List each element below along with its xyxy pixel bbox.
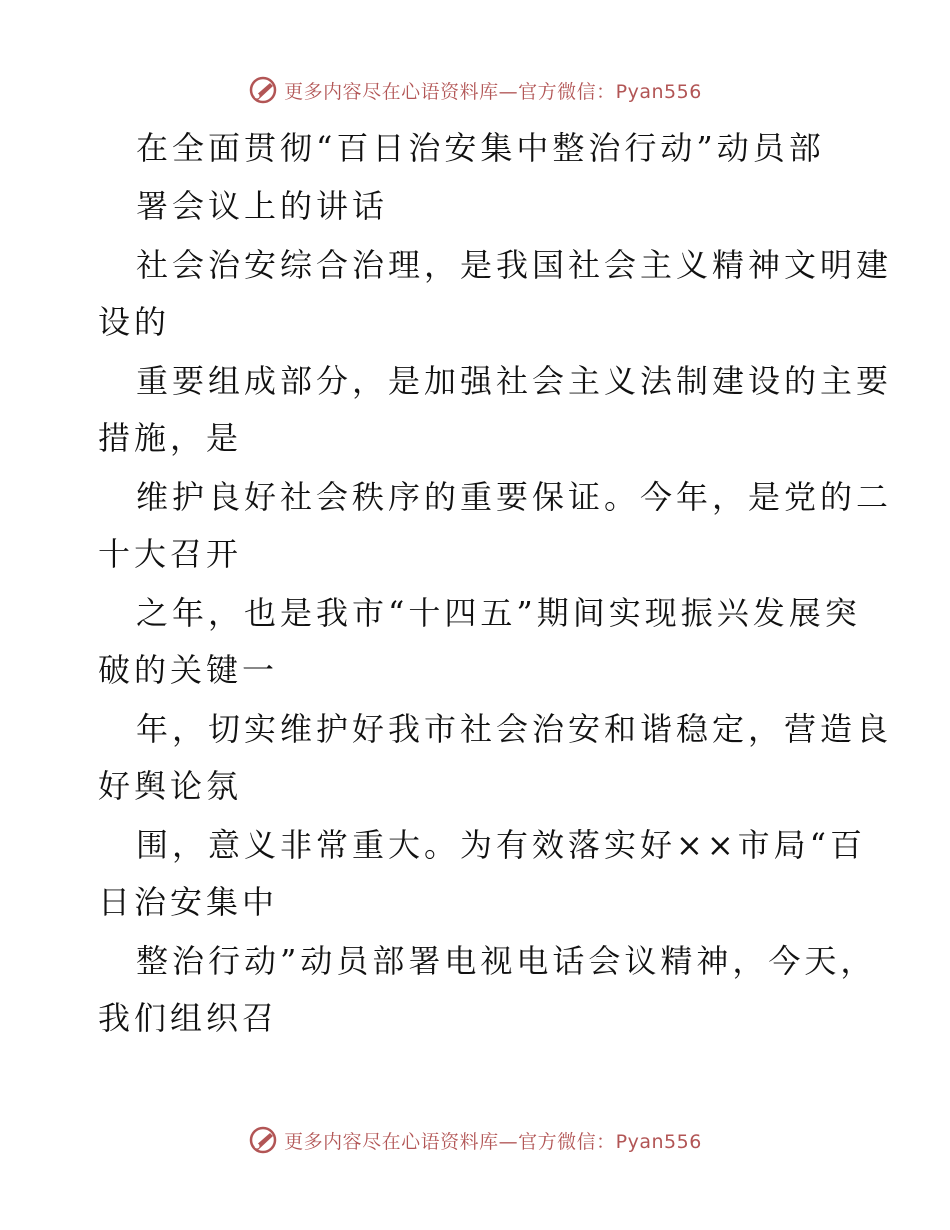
title-line-2: 署会议上的讲话 <box>136 187 389 225</box>
paragraph-line: 十大召开 <box>98 535 243 573</box>
paragraph-line: 社会治安综合治理，是我国社会主义精神文明建 <box>136 246 893 284</box>
ink-brush-logo-icon <box>248 1125 278 1155</box>
watermark-contact: 官方微信：Pyan556 <box>518 1130 702 1153</box>
paragraph-line: 重要组成部分，是加强社会主义法制建设的主要 <box>136 362 893 400</box>
paragraph-line: 破的关键一 <box>98 651 279 689</box>
paragraph-line: 设的 <box>98 303 171 341</box>
header-watermark <box>0 70 950 110</box>
ink-brush-logo-icon <box>248 75 278 105</box>
title-line-1: 在全面贯彻“百日治安集中整治行动”动员部 <box>136 129 825 167</box>
paragraph-line: 我们组织召 <box>98 999 279 1037</box>
paragraph-line: 年，切实维护好我市社会治安和谐稳定，营造良 <box>136 710 893 748</box>
paragraph-line: 措施，是 <box>98 419 243 457</box>
watermark-contact: 官方微信：Pyan556 <box>518 80 702 103</box>
paragraph-line: 围，意义非常重大。为有效落实好××市局“百 <box>136 826 866 864</box>
watermark-dash: — <box>498 80 519 103</box>
watermark-main: 更多内容尽在心语资料库 <box>284 80 499 103</box>
watermark-main: 更多内容尽在心语资料库 <box>284 1130 499 1153</box>
footer-watermark <box>0 1120 950 1160</box>
watermark-text <box>284 1127 702 1154</box>
paragraph-line: 之年，也是我市“十四五”期间实现振兴发展突 <box>136 594 861 632</box>
watermark-dash: — <box>498 1130 519 1153</box>
paragraph-line: 维护良好社会秩序的重要保证。今年，是党的二 <box>136 478 893 516</box>
paragraph-line: 日治安集中 <box>98 883 279 921</box>
paragraph-line: 整治行动”动员部署电视电话会议精神，今天， <box>136 942 877 980</box>
paragraph-line: 好舆论氛 <box>98 767 243 805</box>
watermark-text <box>284 77 702 104</box>
